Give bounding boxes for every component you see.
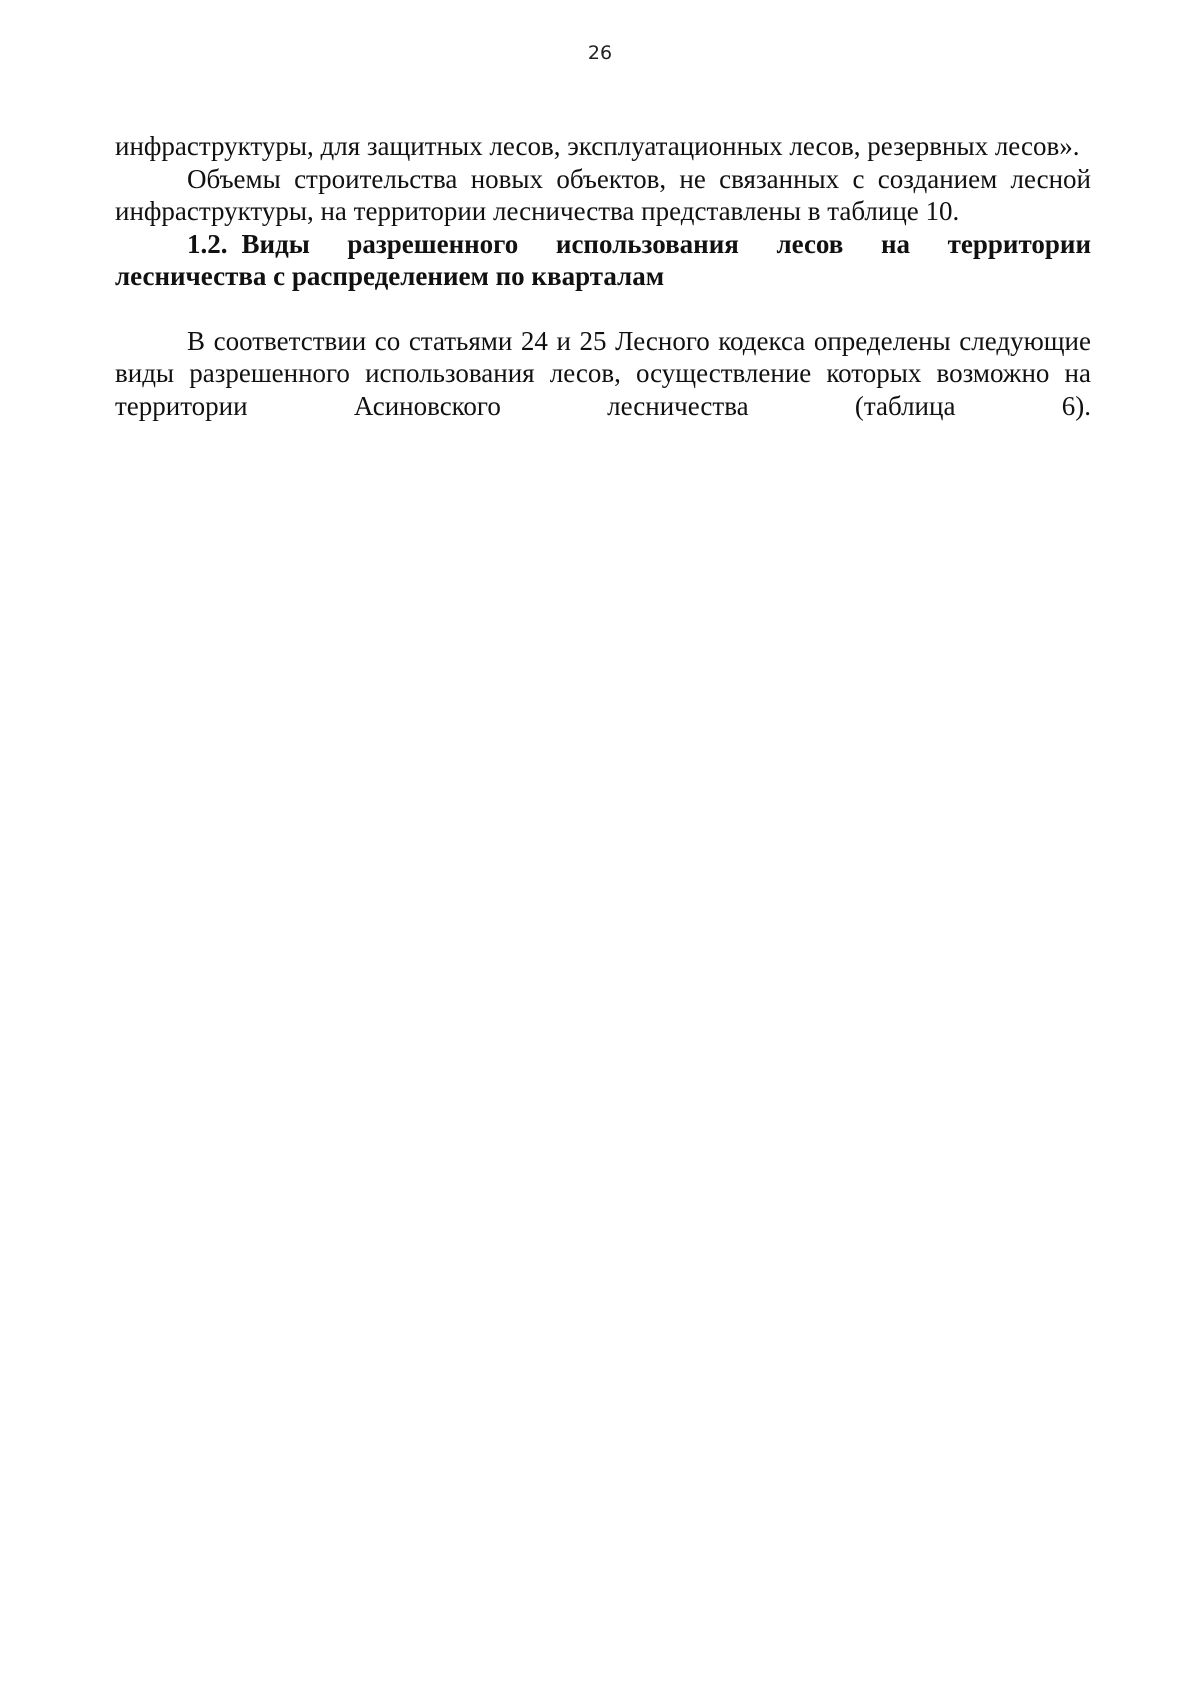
section-heading xyxy=(115,228,1091,293)
spacer xyxy=(115,293,1091,325)
page-number: 26 xyxy=(587,42,613,64)
section-number: 1.2. xyxy=(187,228,228,259)
paragraph-continuation: инфраструктуры, для защитных лесов, эксплуатационных лесов, резервных лесов». xyxy=(115,131,1080,161)
paragraph-permitted-uses: В соответствии со статьями 24 и 25 Лесного кодекса определены следующие виды разрешенного использования лесов, осуществление которых возможно на территории Асиновского лесничества (таблица 6). xyxy=(115,325,1091,421)
section-title: Виды разрешенного использования лесов на территории лесничества с распределением по кварталам xyxy=(115,228,1091,291)
paragraph-construction-volumes: Объемы строительства новых объектов, не связанных с созданием лесной инфраструктуры, на территории лесничества представлены в таблице 10. xyxy=(115,163,1091,226)
document-body xyxy=(115,130,1091,422)
